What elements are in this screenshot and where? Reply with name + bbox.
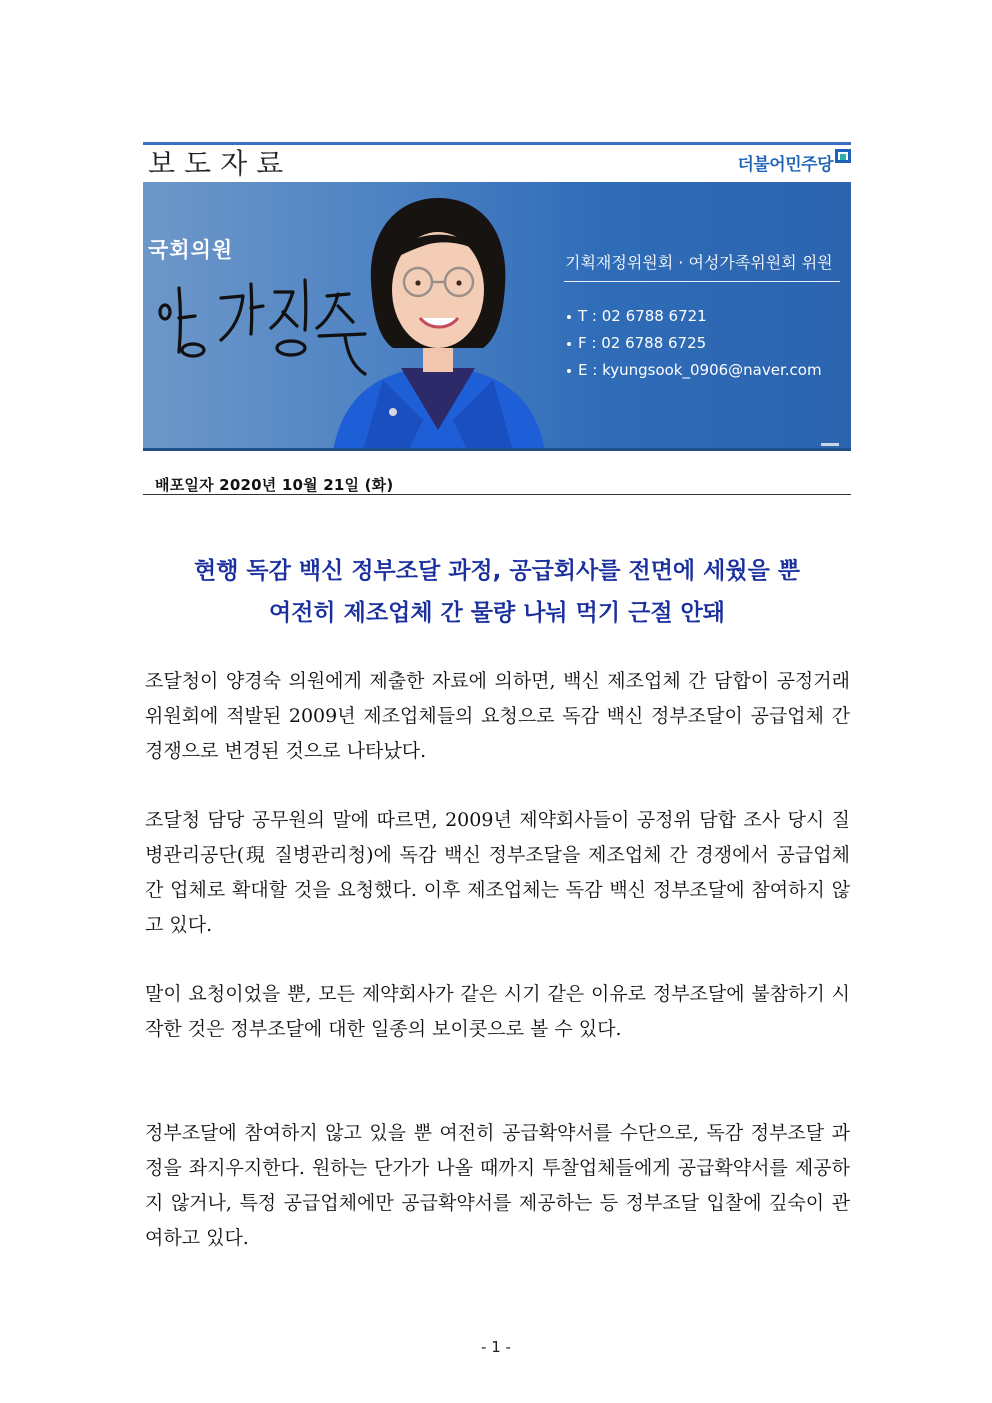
- body-paragraph-4: 정부조달에 참여하지 않고 있을 뿐 여전히 공급확약서를 수단으로, 독감 정부조달 과정을 좌지우지한다. 원하는 단가가 나올 때까지 투찰업체들에게 공급확약서를 제공하지 않거나, 특정 공급업체에만 공급확약서를 제공하는 등 정부조달 입찰에 깊숙이 관여하고 있다.: [145, 1122, 850, 1249]
- banner-ribbon: [821, 443, 839, 446]
- lawmaker-banner: [143, 182, 851, 451]
- party-logo-mark-icon: [835, 149, 851, 163]
- committee-membership: 기획재정위원회 · 여성가족위원회 위원: [565, 253, 833, 272]
- party-name: 더불어민주당: [737, 155, 833, 175]
- bullet-icon: [567, 342, 571, 346]
- headline-line-1: 현행 독감 백신 정부조달 과정, 공급회사를 전면에 세웠을 뿐: [193, 558, 801, 584]
- body-paragraph-1: 조달청이 양경숙 의원에게 제출한 자료에 의하면, 백신 제조업체 간 담합이 공정거래위원회에 적발된 2009년 제조업체들의 요청으로 독감 백신 정부조달이 공급업체 간 경쟁으로 변경된 것으로 나타났다.: [145, 670, 850, 762]
- party-logo: [737, 150, 851, 175]
- contact-fax: F : 02 6788 6725: [567, 334, 706, 352]
- body-paragraph-2: 조달청 담당 공무원의 말에 따르면, 2009년 제약회사들이 공정위 담합 조사 당시 질병관리공단(現 질병관리청)에 독감 백신 정부조달을 제조업체 간 경쟁에서 공급업체 간 업체로 확대할 것을 요청했다. 이후 제조업체는 독감 백신 정부조달에 참여하지 않고 있다.: [145, 809, 850, 936]
- bullet-icon: [567, 315, 571, 319]
- lawmaker-portrait: [323, 190, 553, 451]
- contact-phone: T : 02 6788 6721: [567, 307, 707, 325]
- contact-email[interactable]: E : kyungsook_0906@naver.com: [567, 361, 822, 379]
- headline-line-2: 여전히 제조업체 간 물량 나눠 먹기 근절 안돼: [269, 600, 725, 626]
- banner-bottom-rule: [143, 448, 851, 451]
- distribution-date: 배포일자 2020년 10월 21일 (화): [155, 476, 394, 494]
- distribution-rule: [143, 494, 851, 495]
- bullet-icon: [567, 369, 571, 373]
- page-number: - 1 -: [481, 1338, 511, 1356]
- press-release-title: 보도자료: [148, 147, 293, 180]
- body-paragraph-3: 말이 요청이었을 뿐, 모든 제약회사가 같은 시기 같은 이유로 정부조달에 불참하기 시작한 것은 정부조달에 대한 일종의 보이콧으로 볼 수 있다.: [145, 983, 850, 1040]
- committee-divider: [564, 281, 840, 282]
- role-label: 국회의원: [148, 238, 234, 262]
